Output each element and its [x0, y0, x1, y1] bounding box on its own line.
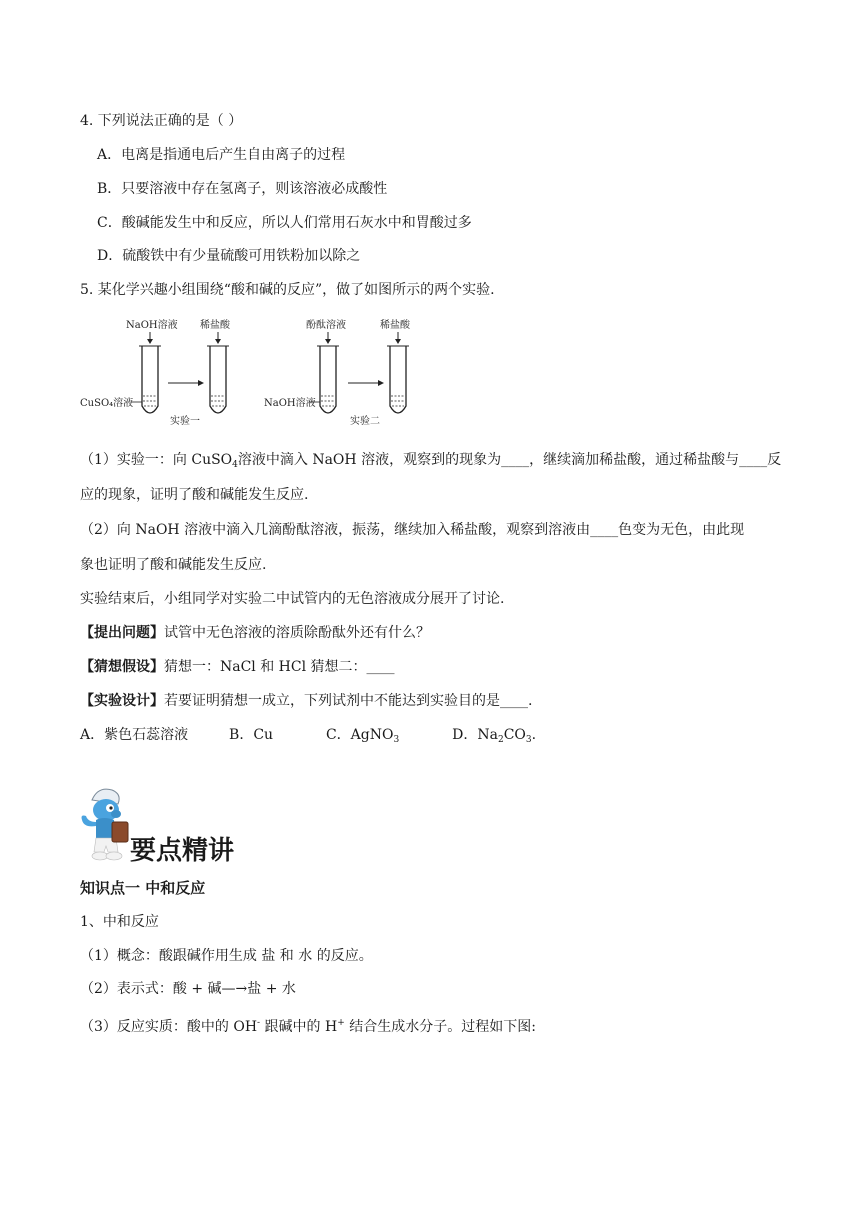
q5-part1-line2: 应的现象，证明了酸和碱能发生反应.: [80, 487, 309, 503]
mascot-icon: [78, 786, 134, 864]
section-title: 要点精讲: [130, 836, 235, 866]
q5-choice-d: D．$Na_2CO_3$.: [452, 727, 537, 745]
exp2-label-hcl: 稀盐酸: [380, 320, 410, 331]
formula-line: （2）表示式：酸 + 碱—→盐 + 水: [80, 981, 296, 997]
q4-option-b: B．只要溶液中存在氢离子，则该溶液必成酸性: [97, 181, 388, 197]
q5-choices: [80, 726, 536, 749]
q5-design-label: 【实验设计】: [80, 693, 164, 709]
experiment-1: [80, 318, 231, 427]
q5-design-text: 若要证明猜想一成立，下列试剂中不能达到实验目的是____.: [164, 693, 533, 709]
experiment-2: [264, 318, 411, 427]
q5-choice-c: C．AgNO$_3$: [325, 727, 400, 745]
q5-hypothesis-label: 【猜想假设】: [80, 659, 164, 675]
experiment-figure: [80, 316, 425, 432]
q5-part1-b: 溶液中滴入 NaOH 溶液，观察到的现象为____，继续滴加稀盐酸，通过稀盐酸与____反: [237, 452, 782, 468]
q5-part1-line1: [80, 451, 781, 474]
exp1-label-naoh: NaOH溶液: [126, 320, 178, 331]
q5-stem: 5. 某化学兴趣小组围绕“酸和碱的反应”，做了如图所示的两个实验.: [80, 282, 495, 298]
q5-part2-line2: 象也证明了酸和碱能发生反应.: [80, 557, 267, 573]
q4-stem: 4. 下列说法正确的是（ ）: [80, 113, 243, 129]
exp2-label-naoh: NaOH溶液: [264, 398, 316, 409]
q5-part1-sub: 4: [232, 460, 238, 470]
q4-option-d: D．硫酸铁中有少量硫酸可用铁粉加以除之: [97, 248, 361, 264]
exp2-caption: 实验二: [350, 416, 380, 427]
q5-discussion: 实验结束后，小组同学对实验二中试管内的无色溶液成分展开了讨论.: [80, 591, 505, 607]
q5-question-label: 【提出问题】: [80, 625, 164, 641]
exp1-label-hcl: 稀盐酸: [200, 320, 230, 331]
q5-question-text: 试管中无色溶液的溶质除酚酞外还有什么？: [164, 625, 430, 641]
exp1-tube-left: [142, 346, 158, 413]
exp1-tube-right: [210, 346, 226, 413]
item-1-heading: 1、中和反应: [80, 914, 159, 930]
q5-hypothesis: [80, 658, 395, 676]
q4-option-c: C．酸碱能发生中和反应，所以人们常用石灰水中和胃酸过多: [97, 215, 472, 231]
q5-choice-b: B．Cu: [229, 727, 274, 743]
exp2-label-phenolphthalein: 酚酞溶液: [306, 320, 346, 331]
q4-option-a: A．电离是指通电后产生自由离子的过程: [97, 147, 346, 163]
essence-line: （3）反应实质：酸中的 OH- 跟碱中的 H+ 结合生成水分子。过程如下图:: [80, 1018, 536, 1035]
concept-line: （1）概念：酸跟碱作用生成 盐 和 水 的反应。: [80, 948, 373, 964]
q5-choice-a: A．紫色石蕊溶液: [80, 727, 189, 743]
exp2-tube-left: [320, 346, 336, 413]
q5-question: [80, 624, 430, 642]
q5-design: [80, 692, 532, 710]
exp1-label-cuso4: CuSO₄溶液: [80, 398, 134, 409]
knowledge-point-1: 知识点一 中和反应: [80, 879, 206, 897]
q5-part1-a: （1）实验一：向 CuSO: [80, 452, 233, 468]
exp1-caption: 实验一: [170, 416, 200, 427]
q5-part2-line1: （2）向 NaOH 溶液中滴入几滴酚酞溶液，振荡，继续加入稀盐酸，观察到溶液由____色变为无色，由此现: [80, 522, 745, 538]
q5-hypothesis-text: 猜想一：NaCl 和 HCl 猜想二：____: [164, 659, 395, 675]
exp2-tube-right: [390, 346, 406, 413]
